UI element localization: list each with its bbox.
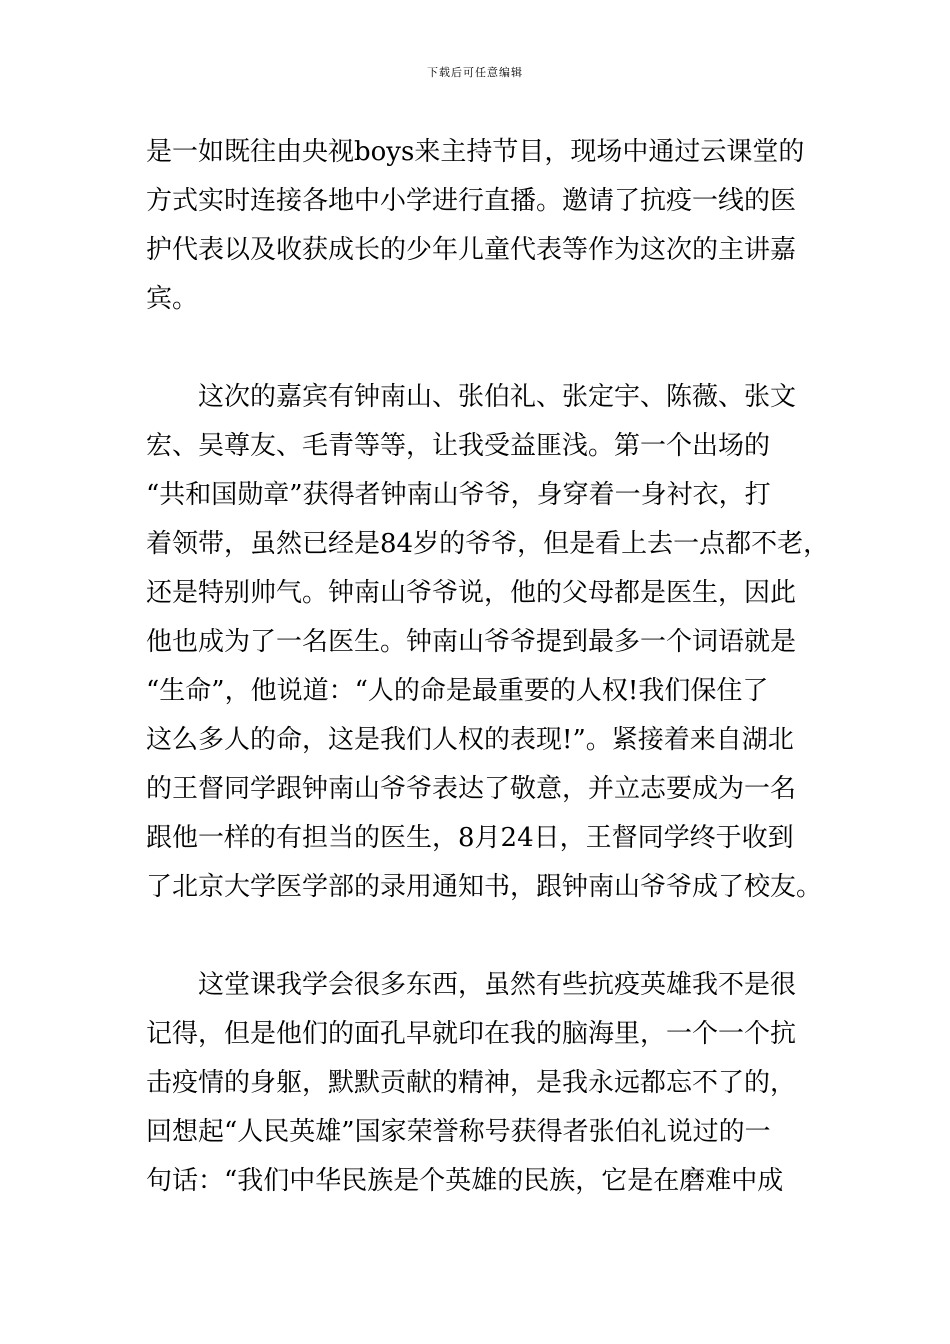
text-line: 记得，但是他们的面孔早就印在我的脑海里，一个一个抗 xyxy=(146,1019,797,1049)
paragraph-1 xyxy=(146,128,806,324)
text-line: 他也成为了一名医生。钟南山爷爷提到最多一个词语就是 xyxy=(146,627,797,657)
text-line: 击疫情的身躯，默默贡献的精神，是我永远都忘不了的， xyxy=(146,1068,797,1098)
text-line: 这次的嘉宾有钟南山、张伯礼、张定宇、陈薇、张文 xyxy=(198,382,797,412)
text-line: 着领带，虽然已经是84岁的爷爷，但是看上去一点都不老， xyxy=(146,529,830,559)
text-line: 跟他一样的有担当的医生，8月24日，王督同学终于收到 xyxy=(146,823,794,853)
document-body xyxy=(146,128,830,1206)
paragraph-spacer xyxy=(146,324,806,373)
text-line: 这么多人的命，这是我们人权的表现!”。紧接着来自湖北 xyxy=(146,725,794,755)
text-line: 还是特别帅气。钟南山爷爷说，他的父母都是医生，因此 xyxy=(146,578,797,608)
page-header: 下载后可任意编辑 xyxy=(427,66,523,79)
text-line: 宏、吴尊友、毛青等等，让我受益匪浅。第一个出场的 xyxy=(146,431,771,461)
text-line: 这堂课我学会很多东西，虽然有些抗疫英雄我不是很 xyxy=(198,970,797,1000)
text-line: 护代表以及收获成长的少年儿童代表等作为这次的主讲嘉 xyxy=(146,235,797,265)
text-line: 回想起“人民英雄”国家荣誉称号获得者张伯礼说过的一 xyxy=(146,1117,771,1147)
text-line: “生命”，他说道：“人的命是最重要的人权!我们保住了 xyxy=(146,676,769,706)
paragraph-3 xyxy=(146,961,806,1206)
text-line: 宾。 xyxy=(146,284,199,314)
text-line: 句话：“我们中华民族是个英雄的民族，它是在磨难中成 xyxy=(146,1166,784,1196)
text-line: 了北京大学医学部的录用通知书，跟钟南山爷爷成了校友。 xyxy=(146,872,823,902)
text-line: 的王督同学跟钟南山爷爷表达了敬意，并立志要成为一名 xyxy=(146,774,797,804)
paragraph-spacer xyxy=(146,912,806,961)
text-line: 是一如既往由央视boys来主持节目，现场中通过云课堂的 xyxy=(146,137,805,167)
text-line: “共和国勋章”获得者钟南山爷爷，身穿着一身衬衣，打 xyxy=(146,480,771,510)
paragraph-2 xyxy=(146,373,830,912)
text-line: 方式实时连接各地中小学进行直播。邀请了抗疫一线的医 xyxy=(146,186,797,216)
